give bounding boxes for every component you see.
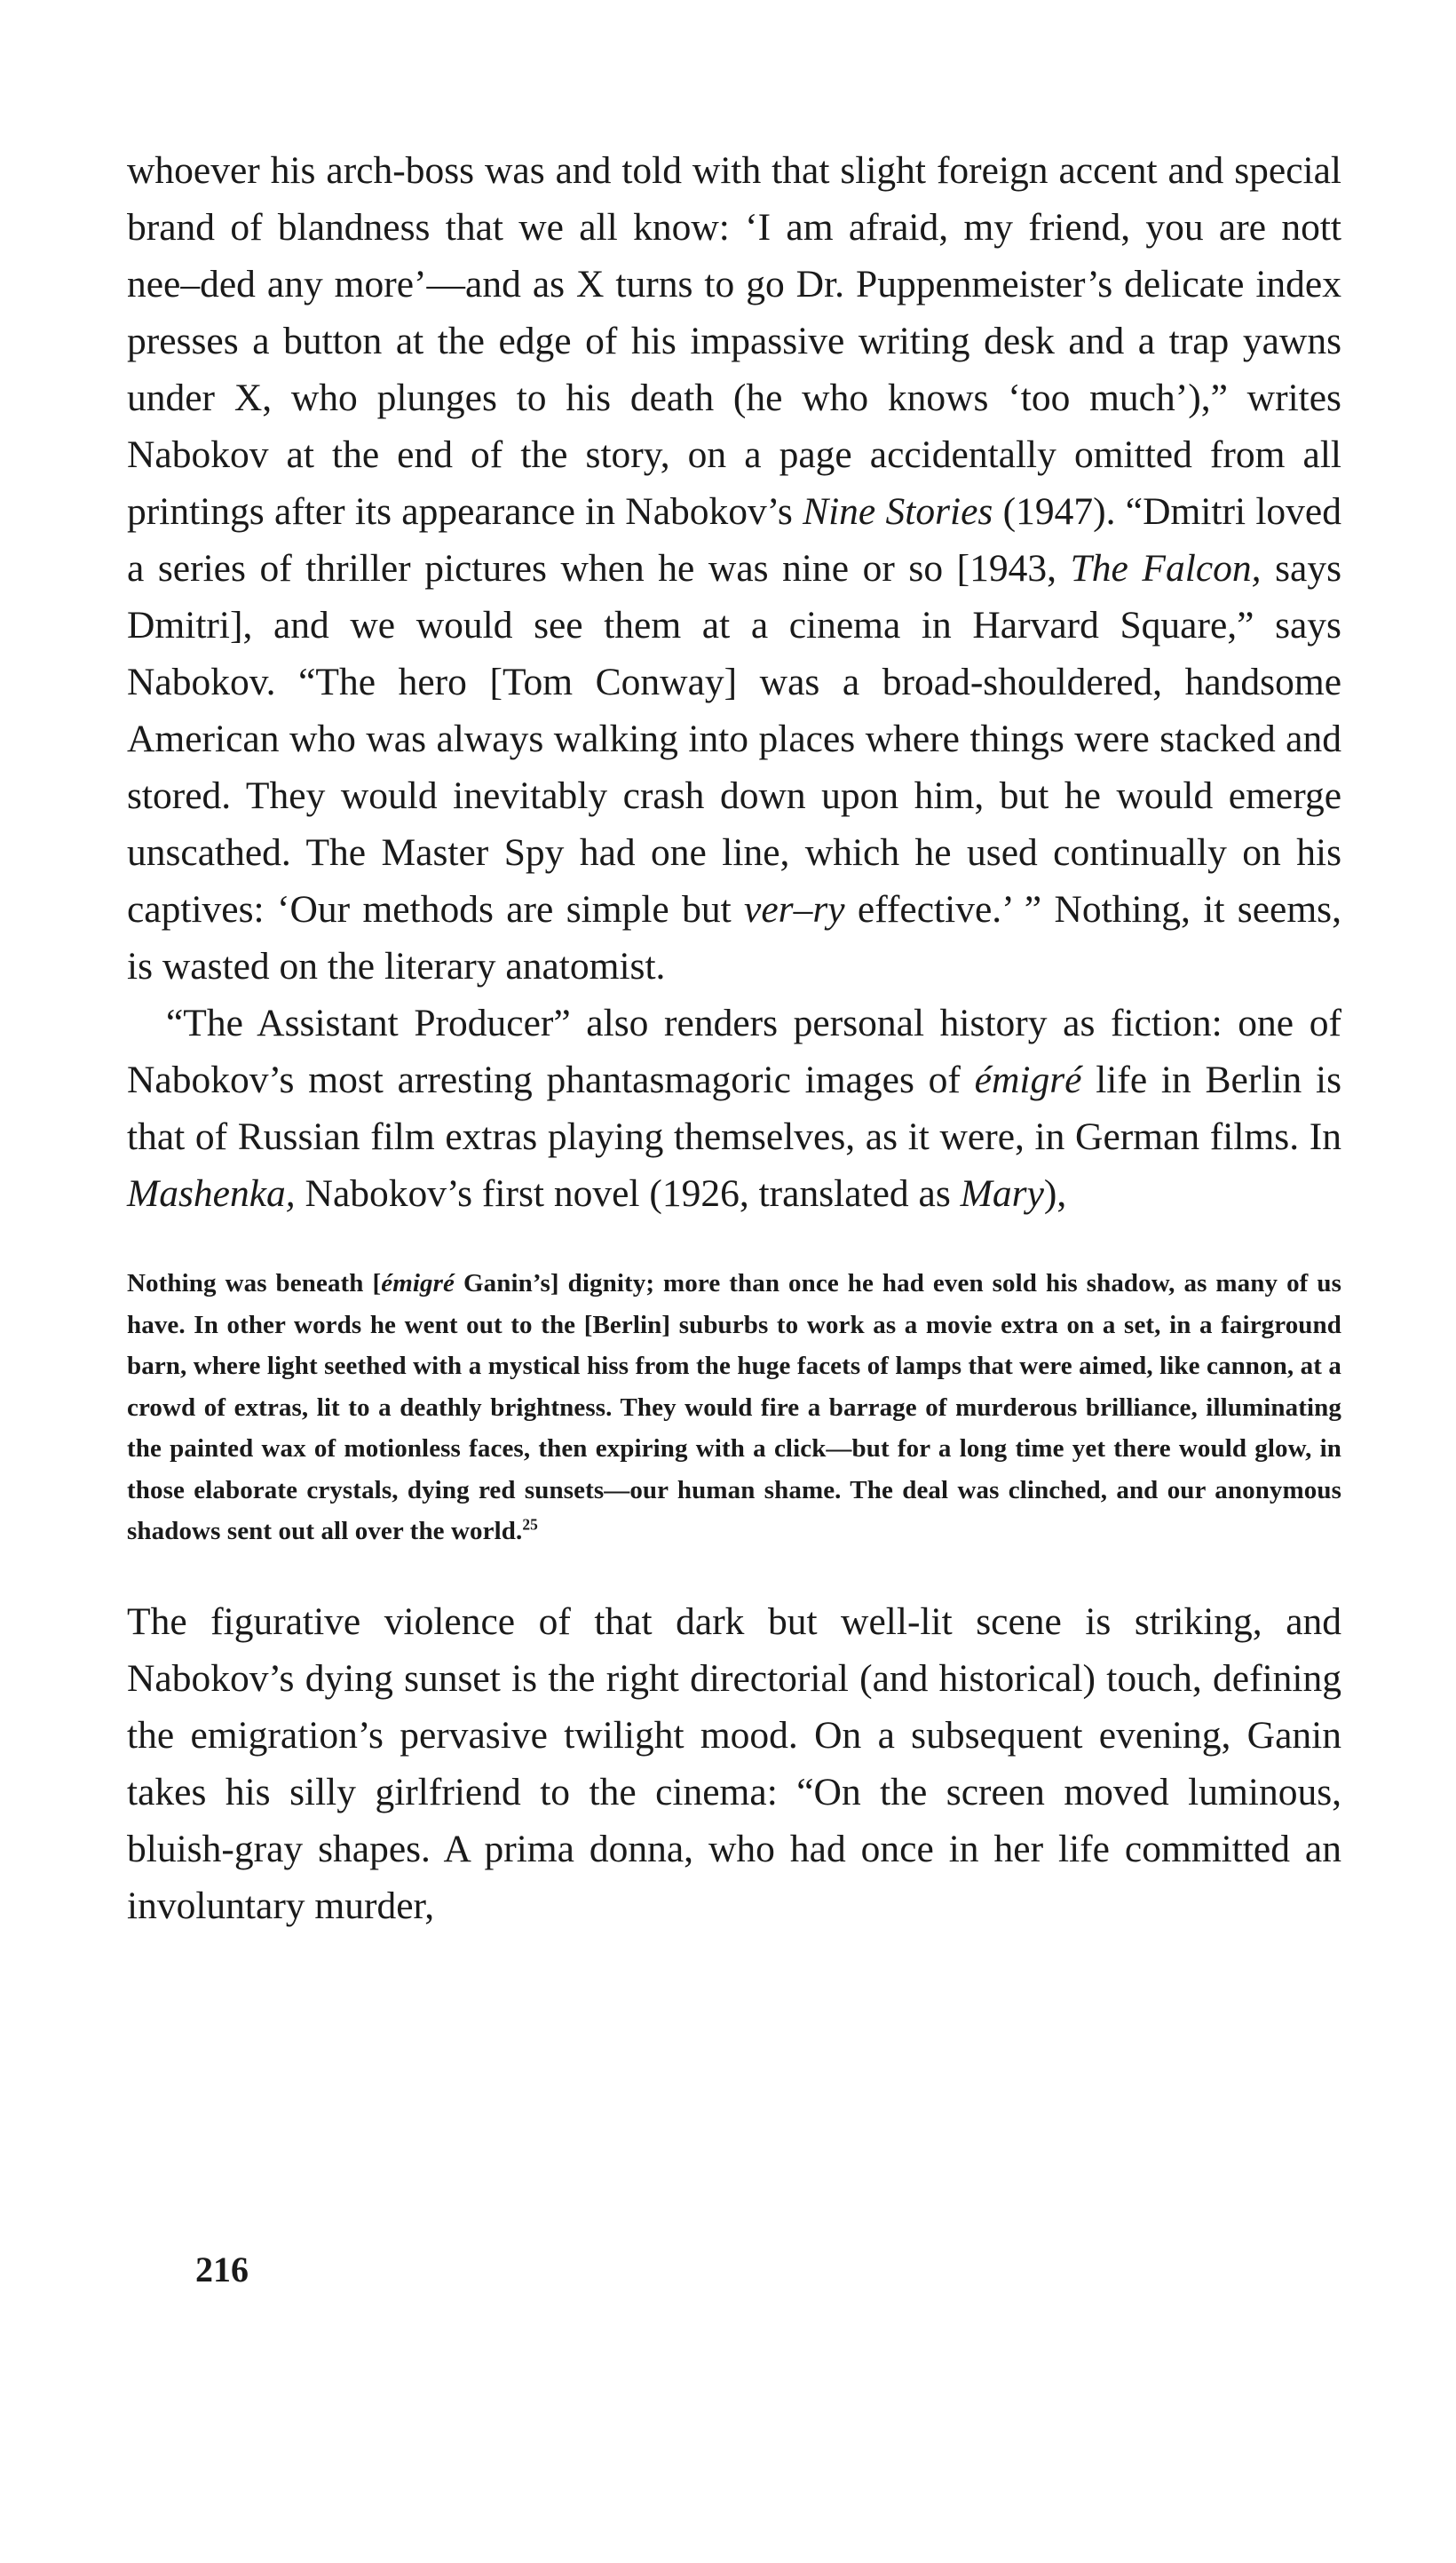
paragraph-2-italic-3: Mary	[960, 1172, 1044, 1215]
page-number: 216	[195, 2250, 249, 2289]
paragraph-1-text-2: (1947). “Dmitri loved a series of thriller pictures when he was nine or so [1943,	[127, 490, 1341, 590]
footnote-reference: 25	[522, 1515, 538, 1534]
page-body	[127, 142, 1341, 1934]
paragraph-1-text-1: whoever his arch-boss was and told with that slight foreign accent and special brand of blandness that we all know: ‘I am afraid, my friend, you are nott nee–ded any more’—and as X turns to go Dr. Puppenmeister’s delicate index presses a button at the edge of his impassive writing desk and a trap yawns under X, who plunges to his death (he who knows ‘too much’),” writes Nabokov at the end of the story, on a page accidentally omitted from all printings after its appearance in Nabokov’s	[127, 149, 1341, 533]
paragraph-2-text-3: Nabokov’s first novel (1926, translated as	[295, 1172, 961, 1215]
extract-italic-1: émigré	[381, 1269, 455, 1297]
paragraph-1-text-4: effective.’ ” Nothing, it seems, is wasted on the literary anatomist.	[127, 888, 1341, 988]
main-text	[127, 142, 1341, 1222]
paragraph-2-text-2: life in Berlin is that of Russian film extras playing themselves, as it were, in German films. In	[127, 1059, 1342, 1158]
paragraph-1-italic-title-1: Nine Stories	[803, 490, 993, 533]
paragraph-1-text-3: says Dmitri], and we would see them at a cinema in Harvard Square,” says Nabokov. “The hero [Tom Conway] was a broad-shouldered, handsome American who was always walking into places where things were stacked and stored. They would inevitably crash down upon him, but he would emerge unscathed. The Master Spy had one line, which he used continually on his captives: ‘Our methods are simple but	[127, 547, 1341, 931]
paragraph-1-italic-word: ver–ry	[744, 888, 845, 931]
paragraph-1-italic-title-2: The Falcon,	[1070, 547, 1262, 590]
paragraph-assistant-producer	[127, 995, 1341, 1222]
main-text-continued	[127, 1593, 1341, 1934]
extract-text-1: Nothing was beneath [	[127, 1269, 382, 1297]
paragraph-2-italic-1: émigré	[974, 1059, 1082, 1101]
paragraph-2-italic-2: Mashenka,	[127, 1172, 296, 1215]
paragraph-figurative-violence: The figurative violence of that dark but well-lit scene is striking, and Nabokov’s dying sunset is the right directorial (and historical) touch, defining the emigration’s pervasive twilight mood. On a subsequent evening, Ganin takes his silly girlfriend to the cinema: “On the screen moved luminous, bluish-gray shapes. A prima donna, who had once in her life committed an involuntary murder,	[127, 1599, 1341, 1927]
paragraph-continuation	[127, 142, 1341, 995]
block-quotation	[127, 1263, 1341, 1552]
extract-text-2: Ganin’s] dignity; more than once he had even sold his shadow, as many of us have. In other words he went out to the [Berlin] suburbs to work as a movie extra on a set, in a fairground barn, where light seethed with a mystical hiss from the huge facets of lamps that were aimed, like cannon, at a crowd of extras, lit to a deathly brightness. They would fire a barrage of murderous brilliance, illuminating the painted wax of motionless faces, then expiring with a click—but for a long time yet there would glow, in those elaborate crystals, dying red sunsets—our human shame. The deal was clinched, and our anonymous shadows sent out all over the world.	[127, 1269, 1341, 1545]
paragraph-2-text-4: ),	[1043, 1172, 1067, 1215]
paragraph-2-text-1: “The Assistant Producer” also renders personal history as fiction: one of Nabokov’s most arresting phantasmagoric images of	[127, 1002, 1341, 1101]
